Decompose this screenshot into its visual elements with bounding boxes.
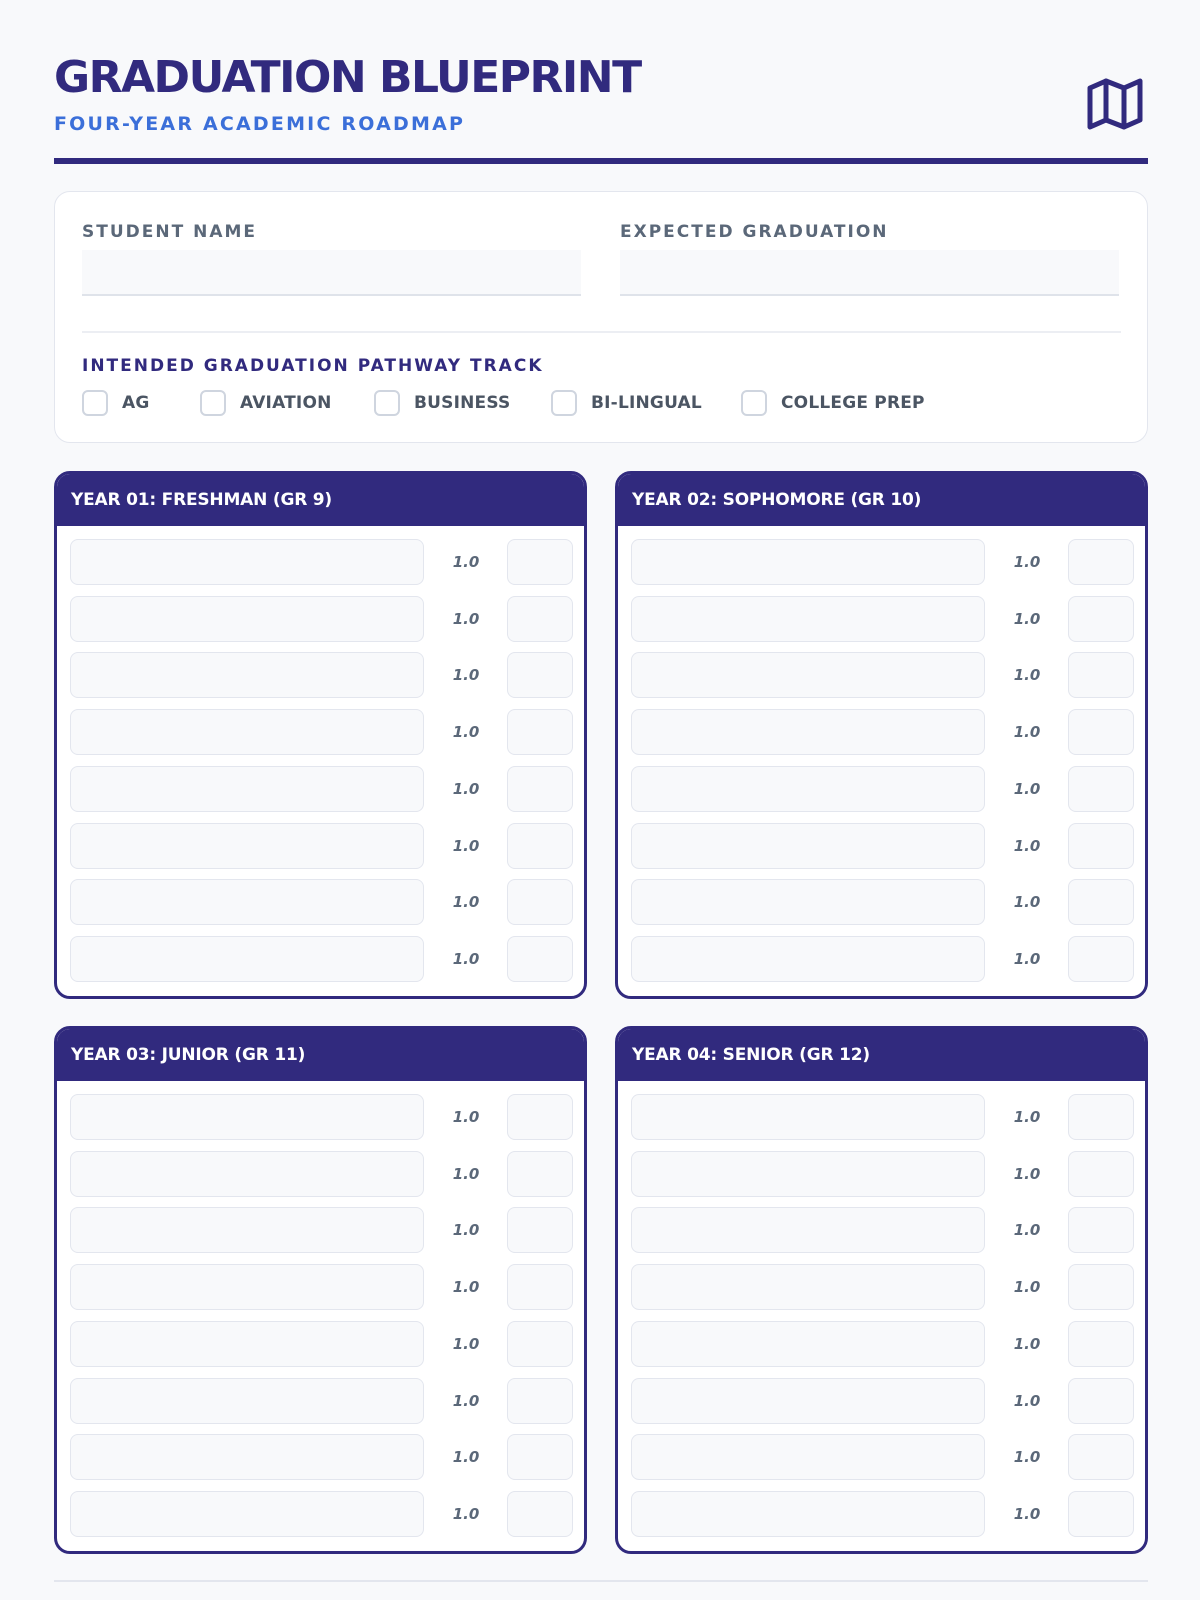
track-option-bilingual[interactable] (551, 388, 702, 418)
grade-input[interactable] (507, 1151, 573, 1197)
course-name-input[interactable] (631, 596, 985, 642)
course-row (70, 1264, 573, 1310)
course-name-input[interactable] (70, 1151, 424, 1197)
course-name-input[interactable] (631, 1491, 985, 1537)
course-name-input[interactable] (70, 1264, 424, 1310)
student-info-card (54, 191, 1148, 443)
credit-value: 1.0 (1013, 1334, 1041, 1353)
expected-graduation-label: EXPECTED GRADUATION (620, 222, 889, 242)
course-name-input[interactable] (631, 1378, 985, 1424)
year-title: YEAR 02: SOPHOMORE (GR 10) (632, 490, 922, 510)
grade-input[interactable] (1068, 1094, 1134, 1140)
year-panel-junior (54, 1026, 587, 1554)
credit-value: 1.0 (452, 1221, 480, 1240)
year-panel-freshman (54, 471, 587, 999)
year-header (57, 474, 584, 526)
grade-input[interactable] (1068, 1434, 1134, 1480)
year-title: YEAR 01: FRESHMAN (GR 9) (71, 490, 332, 510)
course-row (631, 596, 1134, 642)
credit-value: 1.0 (452, 893, 480, 912)
credit-value: 1.0 (452, 1391, 480, 1410)
grade-input[interactable] (1068, 823, 1134, 869)
course-name-input[interactable] (70, 1491, 424, 1537)
pathway-track-label: INTENDED GRADUATION PATHWAY TRACK (82, 356, 544, 376)
page-title: GRADUATION BLUEPRINT (54, 52, 641, 103)
grade-input[interactable] (507, 539, 573, 585)
course-name-input[interactable] (631, 652, 985, 698)
credit-value: 1.0 (1013, 1391, 1041, 1410)
credit-value: 1.0 (1013, 1221, 1041, 1240)
grade-input[interactable] (507, 1264, 573, 1310)
course-name-input[interactable] (70, 1321, 424, 1367)
course-row (70, 1207, 573, 1253)
course-row (70, 596, 573, 642)
grade-input[interactable] (1068, 766, 1134, 812)
credit-value: 1.0 (1013, 836, 1041, 855)
course-name-input[interactable] (70, 1434, 424, 1480)
course-row (631, 1151, 1134, 1197)
credit-value: 1.0 (452, 553, 480, 571)
pathway-track-options (82, 388, 1122, 418)
grade-input[interactable] (507, 1491, 573, 1537)
track-option-aviation[interactable] (200, 388, 332, 418)
course-row (631, 539, 1134, 585)
credit-value: 1.0 (1013, 1108, 1041, 1126)
course-row (631, 652, 1134, 698)
course-row (631, 936, 1134, 982)
credit-value: 1.0 (452, 1278, 480, 1297)
course-name-input[interactable] (631, 1434, 985, 1480)
grade-input[interactable] (1068, 1151, 1134, 1197)
course-name-input[interactable] (631, 766, 985, 812)
grade-input[interactable] (1068, 1207, 1134, 1253)
year-header (618, 474, 1145, 526)
card-divider (82, 331, 1121, 333)
credit-value: 1.0 (1013, 666, 1041, 685)
credit-value: 1.0 (452, 609, 480, 628)
grade-input[interactable] (507, 652, 573, 698)
credit-value: 1.0 (452, 1108, 480, 1126)
course-row (70, 1491, 573, 1537)
grade-input[interactable] (507, 936, 573, 982)
course-name-input[interactable] (631, 1151, 985, 1197)
course-row (70, 766, 573, 812)
course-row (70, 1434, 573, 1480)
course-name-input[interactable] (631, 1264, 985, 1310)
credit-value: 1.0 (452, 666, 480, 685)
year-panel-senior (615, 1026, 1148, 1554)
year-title: YEAR 04: SENIOR (GR 12) (632, 1045, 870, 1065)
grade-input[interactable] (507, 1094, 573, 1140)
course-name-input[interactable] (631, 1094, 985, 1140)
grade-input[interactable] (507, 766, 573, 812)
course-row (631, 1321, 1134, 1367)
year-panel-sophomore (615, 471, 1148, 999)
course-row (70, 709, 573, 755)
course-name-input[interactable] (631, 1207, 985, 1253)
grade-input[interactable] (507, 1207, 573, 1253)
course-row (631, 709, 1134, 755)
course-row (631, 1264, 1134, 1310)
credit-value: 1.0 (1013, 609, 1041, 628)
grade-input[interactable] (507, 879, 573, 925)
course-row (70, 1378, 573, 1424)
credit-value: 1.0 (1013, 1504, 1041, 1523)
checkbox-ag[interactable] (82, 390, 108, 416)
credit-value: 1.0 (1013, 893, 1041, 912)
course-name-input[interactable] (631, 823, 985, 869)
grade-input[interactable] (1068, 1321, 1134, 1367)
course-name-input[interactable] (631, 936, 985, 982)
grade-input[interactable] (507, 709, 573, 755)
credit-value: 1.0 (452, 1164, 480, 1183)
grade-input[interactable] (1068, 1491, 1134, 1537)
credit-value: 1.0 (452, 1504, 480, 1523)
grade-input[interactable] (507, 1321, 573, 1367)
grade-input[interactable] (1068, 652, 1134, 698)
course-name-input[interactable] (70, 1207, 424, 1253)
course-row (70, 1151, 573, 1197)
track-option-label: AVIATION (240, 393, 332, 413)
credit-value: 1.0 (1013, 553, 1041, 571)
course-row (70, 823, 573, 869)
credit-value: 1.0 (452, 1334, 480, 1353)
credit-value: 1.0 (1013, 949, 1041, 968)
course-row (70, 1321, 573, 1367)
checkbox-bilingual[interactable] (551, 390, 577, 416)
track-option-label: BUSINESS (414, 393, 511, 413)
credit-value: 1.0 (1013, 1164, 1041, 1183)
course-name-input[interactable] (70, 1094, 424, 1140)
year-title: YEAR 03: JUNIOR (GR 11) (71, 1045, 306, 1065)
course-row (70, 1094, 573, 1140)
course-row (70, 936, 573, 982)
course-name-input[interactable] (70, 596, 424, 642)
credit-value: 1.0 (452, 1448, 480, 1467)
course-row (631, 1378, 1134, 1424)
grade-input[interactable] (1068, 879, 1134, 925)
course-name-input[interactable] (70, 823, 424, 869)
page-subtitle: FOUR-YEAR ACADEMIC ROADMAP (54, 113, 466, 135)
grade-input[interactable] (1068, 539, 1134, 585)
credit-value: 1.0 (452, 949, 480, 968)
track-option-label: AG (122, 393, 150, 413)
course-name-input[interactable] (631, 709, 985, 755)
course-row (631, 1207, 1134, 1253)
checkbox-business[interactable] (374, 390, 400, 416)
track-option-label: COLLEGE PREP (781, 393, 925, 413)
course-row (70, 539, 573, 585)
course-row (631, 1434, 1134, 1480)
expected-graduation-input[interactable] (620, 250, 1119, 296)
course-name-input[interactable] (70, 1378, 424, 1424)
track-option-business[interactable] (374, 388, 511, 418)
credit-value: 1.0 (452, 779, 480, 798)
grade-input[interactable] (507, 823, 573, 869)
track-option-label: BI-LINGUAL (591, 393, 702, 413)
checkbox-aviation[interactable] (200, 390, 226, 416)
grade-input[interactable] (1068, 709, 1134, 755)
course-name-input[interactable] (70, 936, 424, 982)
course-row (70, 652, 573, 698)
footer-divider (54, 1580, 1148, 1582)
map-icon (1086, 76, 1144, 132)
course-row (70, 879, 573, 925)
track-option-ag[interactable] (82, 388, 150, 418)
grade-input[interactable] (507, 1434, 573, 1480)
credit-value: 1.0 (1013, 1448, 1041, 1467)
student-name-label: STUDENT NAME (82, 222, 258, 242)
page (54, 0, 1148, 1600)
course-row (631, 1094, 1134, 1140)
student-name-input[interactable] (82, 250, 581, 296)
credit-value: 1.0 (1013, 723, 1041, 742)
grade-input[interactable] (507, 1378, 573, 1424)
track-option-college-prep[interactable] (741, 388, 925, 418)
grade-input[interactable] (507, 596, 573, 642)
credit-value: 1.0 (452, 836, 480, 855)
course-name-input[interactable] (70, 652, 424, 698)
course-row (631, 766, 1134, 812)
course-row (631, 823, 1134, 869)
grade-input[interactable] (1068, 1378, 1134, 1424)
grade-input[interactable] (1068, 596, 1134, 642)
course-name-input[interactable] (70, 539, 424, 585)
course-name-input[interactable] (631, 879, 985, 925)
course-name-input[interactable] (70, 879, 424, 925)
credit-value: 1.0 (452, 723, 480, 742)
course-row (631, 879, 1134, 925)
header (54, 0, 1148, 164)
grade-input[interactable] (1068, 936, 1134, 982)
credit-value: 1.0 (1013, 1278, 1041, 1297)
course-name-input[interactable] (631, 1321, 985, 1367)
credit-value: 1.0 (1013, 779, 1041, 798)
course-row (631, 1491, 1134, 1537)
year-header (618, 1029, 1145, 1081)
course-name-input[interactable] (70, 766, 424, 812)
course-name-input[interactable] (631, 539, 985, 585)
checkbox-college-prep[interactable] (741, 390, 767, 416)
year-header (57, 1029, 584, 1081)
course-name-input[interactable] (70, 709, 424, 755)
grade-input[interactable] (1068, 1264, 1134, 1310)
